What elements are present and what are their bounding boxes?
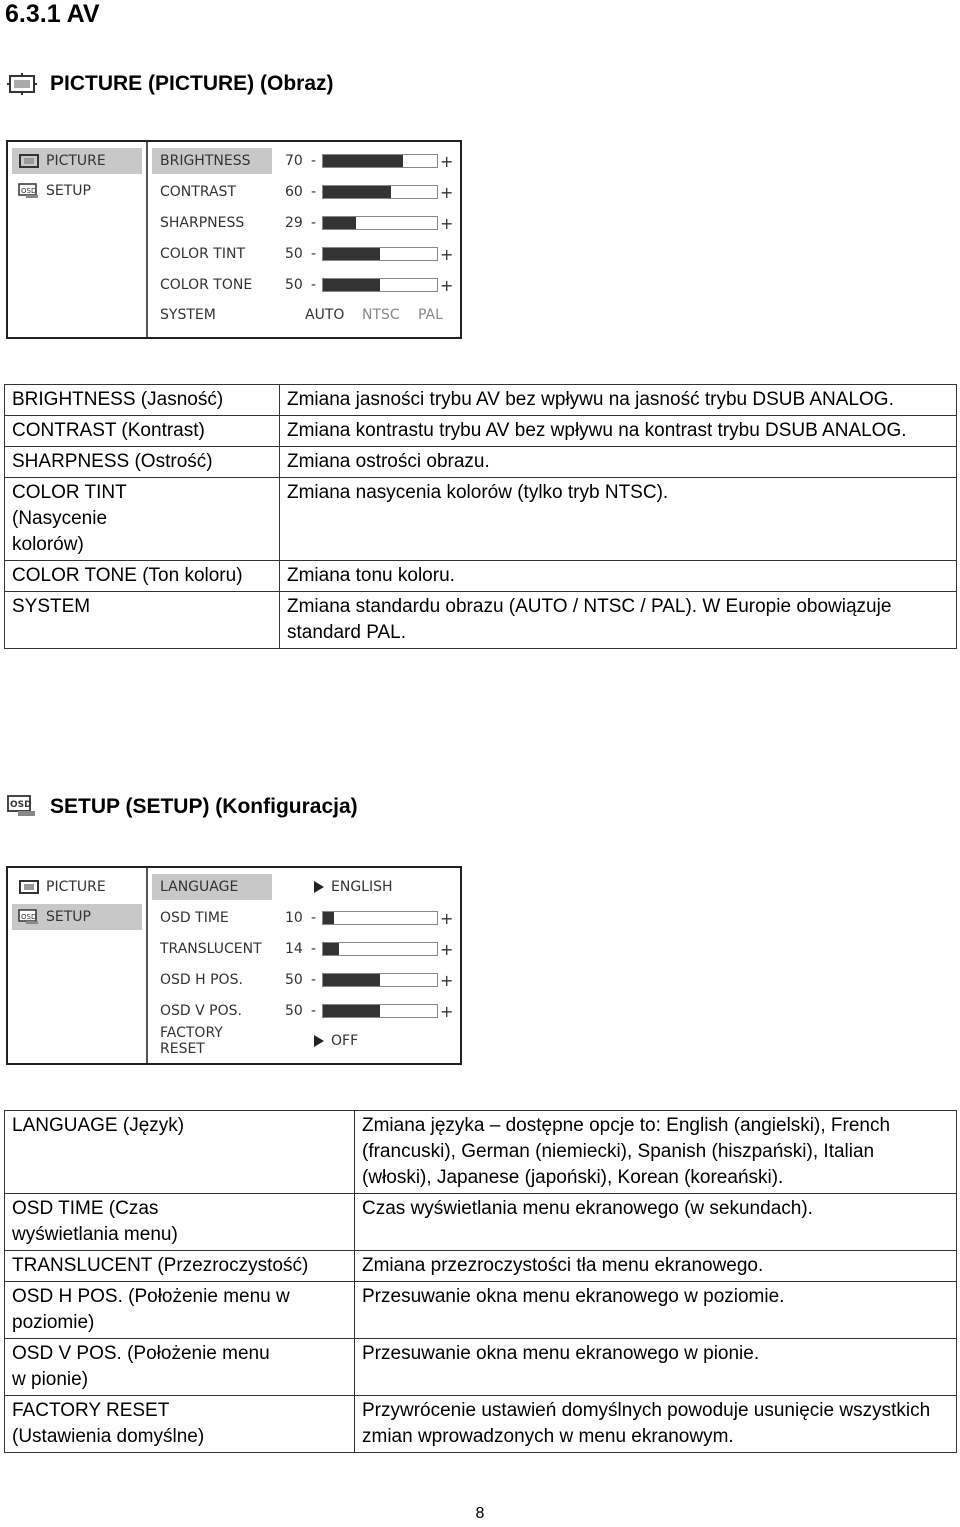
table-row: [5, 1339, 957, 1396]
osd-item-factory-reset[interactable]: FACTORY RESET: [160, 1025, 223, 1057]
setup-heading: SETUP (SETUP) (Konfiguracja): [50, 795, 358, 818]
slider-minus: -: [311, 277, 317, 293]
osd-tab-column: [8, 868, 148, 1063]
system-option-pal[interactable]: PAL: [418, 307, 443, 323]
picture-icon: [7, 73, 37, 95]
table-row: [5, 1251, 957, 1282]
slider-plus: +: [440, 151, 454, 171]
slider-minus: -: [311, 941, 317, 957]
osd-item-color-tone[interactable]: COLOR TONE: [160, 277, 253, 293]
play-arrow-icon: [313, 880, 325, 894]
term-cell: FACTORY RESET (Ustawienia domyślne): [5, 1396, 355, 1453]
osd-icon: [18, 909, 40, 925]
slider-value: 50: [285, 972, 303, 988]
slider-plus: +: [440, 908, 454, 928]
slider-plus: +: [440, 244, 454, 264]
osd-item-osd-time[interactable]: OSD TIME: [160, 910, 229, 926]
osd-tab-label: SETUP: [46, 183, 91, 199]
term-cell: COLOR TINT (Nasycenie kolorów): [5, 478, 280, 561]
term-cell: OSD V POS. (Położenie menu w pionie): [5, 1339, 355, 1396]
osd-tab-label: PICTURE: [46, 153, 106, 169]
slider-value: 50: [285, 246, 303, 262]
osd-tab-picture[interactable]: [12, 148, 142, 174]
slider-plus: +: [440, 1001, 454, 1021]
osd-item-osd-h-pos[interactable]: OSD H POS.: [160, 972, 243, 988]
desc-cell: Przesuwanie okna menu ekranowego w pionie.: [355, 1339, 957, 1396]
svg-text:OSD: OSD: [21, 913, 37, 921]
play-arrow-icon: [313, 1034, 325, 1048]
osd-tab-label: SETUP: [46, 909, 91, 925]
term-cell: BRIGHTNESS (Jasność): [5, 385, 280, 416]
table-row: [5, 416, 957, 447]
slider-value: 10: [285, 910, 303, 926]
osd-item-color-tint[interactable]: COLOR TINT: [160, 246, 245, 262]
osd-item-sharpness[interactable]: SHARPNESS: [160, 215, 245, 231]
slider-plus: +: [440, 939, 454, 959]
osd-item-contrast[interactable]: CONTRAST: [160, 184, 236, 200]
table-row: [5, 561, 957, 592]
osd-h-pos-slider[interactable]: [322, 973, 438, 987]
slider-plus: +: [440, 213, 454, 233]
translucent-slider[interactable]: [322, 942, 438, 956]
slider-fill: [323, 248, 380, 260]
osd-icon: [7, 795, 37, 817]
term-cell: COLOR TONE (Ton koloru): [5, 561, 280, 592]
slider-plus: +: [440, 182, 454, 202]
svg-text:OSD: OSD: [21, 187, 37, 195]
osd-item-osd-v-pos[interactable]: OSD V POS.: [160, 1003, 242, 1019]
table-row: [5, 385, 957, 416]
slider-minus: -: [311, 153, 317, 169]
osd-tab-column: [8, 142, 148, 337]
desc-cell: Zmiana tonu koloru.: [280, 561, 957, 592]
slider-minus: -: [311, 910, 317, 926]
osd-tab-picture[interactable]: [12, 874, 142, 900]
osd-item-translucent[interactable]: TRANSLUCENT: [160, 941, 262, 957]
osd-item-system[interactable]: SYSTEM: [160, 307, 216, 323]
factory-reset-selector[interactable]: [313, 1028, 358, 1054]
table-row: [5, 478, 957, 561]
term-cell: SYSTEM: [5, 592, 280, 649]
slider-value: 60: [285, 184, 303, 200]
svg-text:OSD: OSD: [10, 800, 32, 810]
slider-minus: -: [311, 246, 317, 262]
slider-plus: +: [440, 970, 454, 990]
slider-fill: [323, 279, 380, 291]
table-row: [5, 1282, 957, 1339]
page-number: 8: [475, 1505, 485, 1522]
color-tint-slider[interactable]: [322, 247, 438, 261]
slider-fill: [323, 186, 391, 198]
slider-minus: -: [311, 1003, 317, 1019]
osd-item-brightness[interactable]: BRIGHTNESS: [152, 148, 272, 174]
desc-cell: Zmiana nasycenia kolorów (tylko tryb NTSC).: [280, 478, 957, 561]
brightness-slider[interactable]: [322, 154, 438, 168]
desc-cell: Zmiana ostrości obrazu.: [280, 447, 957, 478]
table-row: [5, 1111, 957, 1194]
slider-value: 29: [285, 215, 303, 231]
desc-cell: Zmiana standardu obrazu (AUTO / NTSC / PAL). W Europie obowiązuje standard PAL.: [280, 592, 957, 649]
term-cell: SHARPNESS (Ostrość): [5, 447, 280, 478]
setup-description-table: [4, 1110, 957, 1453]
picture-heading: PICTURE (PICTURE) (Obraz): [50, 72, 334, 95]
osd-time-slider[interactable]: [322, 911, 438, 925]
table-row: [5, 592, 957, 649]
term-cell: TRANSLUCENT (Przezroczystość): [5, 1251, 355, 1282]
slider-fill: [323, 1005, 380, 1017]
desc-cell: Zmiana jasności trybu AV bez wpływu na jasność trybu DSUB ANALOG.: [280, 385, 957, 416]
term-cell: OSD H POS. (Położenie menu w poziomie): [5, 1282, 355, 1339]
language-value: ENGLISH: [331, 879, 393, 895]
osd-v-pos-slider[interactable]: [322, 1004, 438, 1018]
system-option-ntsc[interactable]: NTSC: [362, 307, 400, 323]
table-row: [5, 1194, 957, 1251]
system-option-auto[interactable]: AUTO: [305, 307, 345, 323]
section-title: 6.3.1 AV: [5, 0, 100, 28]
slider-fill: [323, 155, 403, 167]
term-cell: CONTRAST (Kontrast): [5, 416, 280, 447]
osd-icon: [18, 183, 40, 199]
desc-cell: Przesuwanie okna menu ekranowego w poziomie.: [355, 1282, 957, 1339]
osd-tab-label: PICTURE: [46, 879, 106, 895]
osd-tab-setup[interactable]: [12, 178, 142, 204]
slider-plus: +: [440, 275, 454, 295]
slider-minus: -: [311, 972, 317, 988]
table-row: [5, 1396, 957, 1453]
slider-fill: [323, 217, 356, 229]
slider-value: 70: [285, 153, 303, 169]
slider-minus: -: [311, 215, 317, 231]
setup-osd-menu: [6, 866, 462, 1065]
slider-fill: [323, 974, 380, 986]
desc-cell: Czas wyświetlania menu ekranowego (w sekundach).: [355, 1194, 957, 1251]
slider-fill: [323, 912, 334, 924]
osd-item-language[interactable]: LANGUAGE: [152, 874, 272, 900]
desc-cell: Zmiana kontrastu trybu AV bez wpływu na kontrast trybu DSUB ANALOG.: [280, 416, 957, 447]
sharpness-slider[interactable]: [322, 216, 438, 230]
slider-value: 14: [285, 941, 303, 957]
slider-value: 50: [285, 277, 303, 293]
term-cell: OSD TIME (Czas wyświetlania menu): [5, 1194, 355, 1251]
language-selector[interactable]: [313, 874, 393, 900]
osd-tab-setup[interactable]: [12, 904, 142, 930]
picture-osd-menu: [6, 140, 462, 339]
desc-cell: Przywrócenie ustawień domyślnych powoduje usunięcie wszystkich zmian wprowadzonych w menu ekranowym.: [355, 1396, 957, 1453]
picture-icon: [18, 879, 40, 895]
table-row: [5, 447, 957, 478]
desc-cell: Zmiana przezroczystości tła menu ekranowego.: [355, 1251, 957, 1282]
slider-fill: [323, 943, 339, 955]
desc-cell: Zmiana języka – dostępne opcje to: English (angielski), French (francuski), German (niemiecki), Spanish (hiszpański), Italian (włoski), Japanese (japoński), Korean (koreański).: [355, 1111, 957, 1194]
contrast-slider[interactable]: [322, 185, 438, 199]
slider-value: 50: [285, 1003, 303, 1019]
picture-description-table: [4, 384, 957, 649]
term-cell: LANGUAGE (Język): [5, 1111, 355, 1194]
color-tone-slider[interactable]: [322, 278, 438, 292]
factory-reset-value: OFF: [331, 1033, 359, 1049]
picture-icon: [18, 153, 40, 169]
slider-minus: -: [311, 184, 317, 200]
